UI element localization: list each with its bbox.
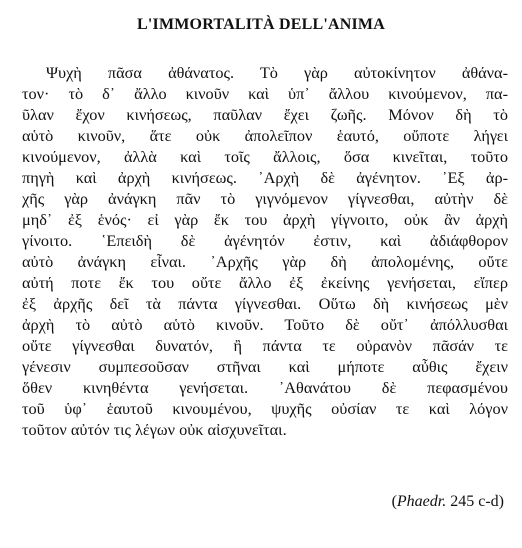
citation-work: Phaedr. (396, 493, 447, 510)
citation-location: 245 c-d (450, 493, 499, 510)
passage-line: κινούμενον, ἀλλὰ καὶ τοῖς ἄλλοις, ὅσα κινεῖται, τοῦτο (22, 147, 508, 166)
passage-line: γένεσιν συμπεσοῦσαν στῆναι καὶ μήποτε αὖθις ἔχειν (22, 357, 508, 376)
page-title: L'IMMORTALITÀ DELL'ANIMA (137, 16, 385, 33)
greek-passage (22, 62, 508, 440)
passage-line: πηγὴ καὶ ἀρχὴ κινήσεως. ᾿Αρχὴ δὲ ἀγένητον. ᾿Εξ ἀρ- (22, 168, 508, 187)
passage-line: μηδ᾽ ἐξ ἑνός· εἰ γὰρ ἔκ του ἀρχὴ γίγνοιτο, οὐκ ἂν ἀρχὴ (22, 210, 508, 229)
passage-line: τοῦ ὑφ᾽ ἑαυτοῦ κινουμένου, ψυχῆς οὐσίαν τε καὶ λόγον (22, 399, 508, 418)
passage-line: ἐξ ἀρχῆς δεῖ τὰ πάντα γίγνεσθαι. Οὕτω δὴ κινήσεως μὲν (22, 294, 508, 313)
passage-line: γίνοιτο. ῾Επειδὴ δὲ ἀγένητόν ἐστιν, καὶ ἀδιάφθορον (22, 231, 508, 250)
passage-line: οὔτε γίγνεσθαι δυνατόν, ἢ πάντα τε οὐρανὸν πᾶσάν τε (22, 336, 508, 355)
passage-line: τοῦτον αὐτόν τις λέγων οὐκ αἰσχυνεῖται. (22, 420, 287, 439)
source-citation: (Phaedr. 245 c-d) (391, 493, 504, 510)
passage-line: Ψυχὴ πᾶσα ἀθάνατος. Τὸ γὰρ αὐτοκίνητον ἀθάνα- (46, 63, 508, 82)
passage-line: αὑτὸ κινοῦν, ἅτε οὐκ ἀπολεῖπον ἑαυτό, οὔποτε λήγει (22, 126, 508, 145)
passage-line: αὐτὸ ἀνάγκη εἶναι. ᾿Αρχῆς γὰρ δὴ ἀπολομένης, οὔτε (22, 252, 508, 271)
passage-line: τον· τὸ δ᾽ ἄλλο κινοῦν καὶ ὑπ᾽ ἄλλου κινούμενον, πα- (22, 84, 508, 103)
passage-line: αὐτή ποτε ἔκ του οὔτε ἄλλο ἐξ ἐκείνης γενήσεται, εἴπερ (22, 273, 508, 292)
passage-line: ὅθεν κινηθέντα γενήσεται. ᾿Αθανάτου δὲ πεφασμένου (22, 378, 508, 397)
passage-line: ἀρχὴ τὸ αὐτὸ αὑτὸ κινοῦν. Τοῦτο δὲ οὔτ᾽ ἀπόλλυσθαι (22, 315, 508, 334)
passage-line: ῦλαν ἔχον κινήσεως, παῦλαν ἔχει ζωῆς. Μόνον δὴ τὸ (22, 105, 508, 124)
passage-line: χῆς γὰρ ἀνάγκη πᾶν τὸ γιγνόμενον γίγνεσθαι, αὐτὴν δὲ (22, 189, 508, 208)
